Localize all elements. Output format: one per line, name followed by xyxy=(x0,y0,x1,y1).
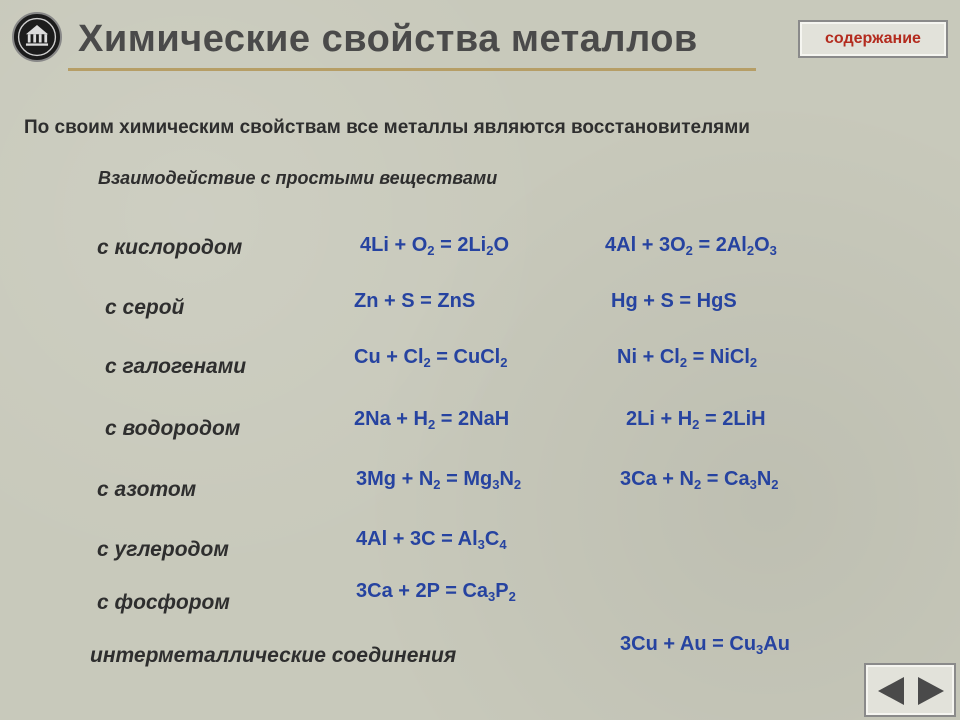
reaction-label-phosphorus: с фосфором xyxy=(97,591,230,614)
equation-ca-nitrogen: $3Ca + N_2 = Ca_3N_2$ xyxy=(620,468,779,492)
reaction-label-nitrogen: с азотом xyxy=(97,478,197,501)
reaction-label-hydrogen: с водородом xyxy=(105,417,241,440)
page-title: Химические свойства металлов xyxy=(78,18,698,60)
contents-button-label: содержание xyxy=(825,30,921,47)
equation-cu-gold: $3Cu + Au = Cu_3Au$ xyxy=(620,633,790,657)
next-slide-button[interactable] xyxy=(914,674,948,708)
university-emblem-icon xyxy=(14,14,60,60)
reaction-label-sulfur: с серой xyxy=(105,296,185,319)
intro-text: По своим химическим свойствам все металлы являются восстановителями xyxy=(24,117,750,138)
equation-ni-chlorine: $Ni + Cl_2$ = NiCl$_2$ xyxy=(617,346,758,370)
equation-al-oxygen: $4Al + 3O_2 = 2Al_2O_3$ xyxy=(605,234,777,258)
equation-zn-sulfur: Zn + S = ZnS xyxy=(354,290,476,312)
triangle-right-icon xyxy=(914,674,948,708)
reaction-label-carbon: с углеродом xyxy=(97,538,229,561)
reaction-label-oxygen: с кислородом xyxy=(97,236,243,259)
triangle-left-icon xyxy=(874,674,908,708)
contents-button[interactable] xyxy=(798,20,948,58)
equation-na-hydrogen: $2Na + H_2 = 2NaH$ xyxy=(354,408,510,432)
equation-al-carbon: $4Al + 3C = Al_3C_4$ xyxy=(356,528,507,552)
equation-cu-chlorine: $Cu + Cl_2$ = CuCl$_2$ xyxy=(354,346,508,370)
equation-ca-phosphorus: $3Ca + 2P = Ca_3P_2$ xyxy=(356,580,516,604)
reaction-label-intermetallic: интерметаллические соединения xyxy=(90,644,457,667)
equation-hg-sulfur: Hg + S = HgS xyxy=(611,290,737,312)
university-logo xyxy=(12,12,62,62)
slide-navigation xyxy=(864,663,956,717)
equation-li-oxygen: $4Li + O_2 = 2Li_2O$ xyxy=(360,234,510,258)
reaction-label-halogens: с галогенами xyxy=(105,355,247,378)
section-subheading: Взаимодействие с простыми веществами xyxy=(98,168,498,188)
title-underline xyxy=(68,68,756,71)
equation-li-hydrogen: $2Li + H_2 = 2LiH$ xyxy=(626,408,766,432)
previous-slide-button[interactable] xyxy=(874,674,908,708)
equation-mg-nitrogen: $3Mg + N_2 = Mg_3N_2$ xyxy=(356,468,522,492)
